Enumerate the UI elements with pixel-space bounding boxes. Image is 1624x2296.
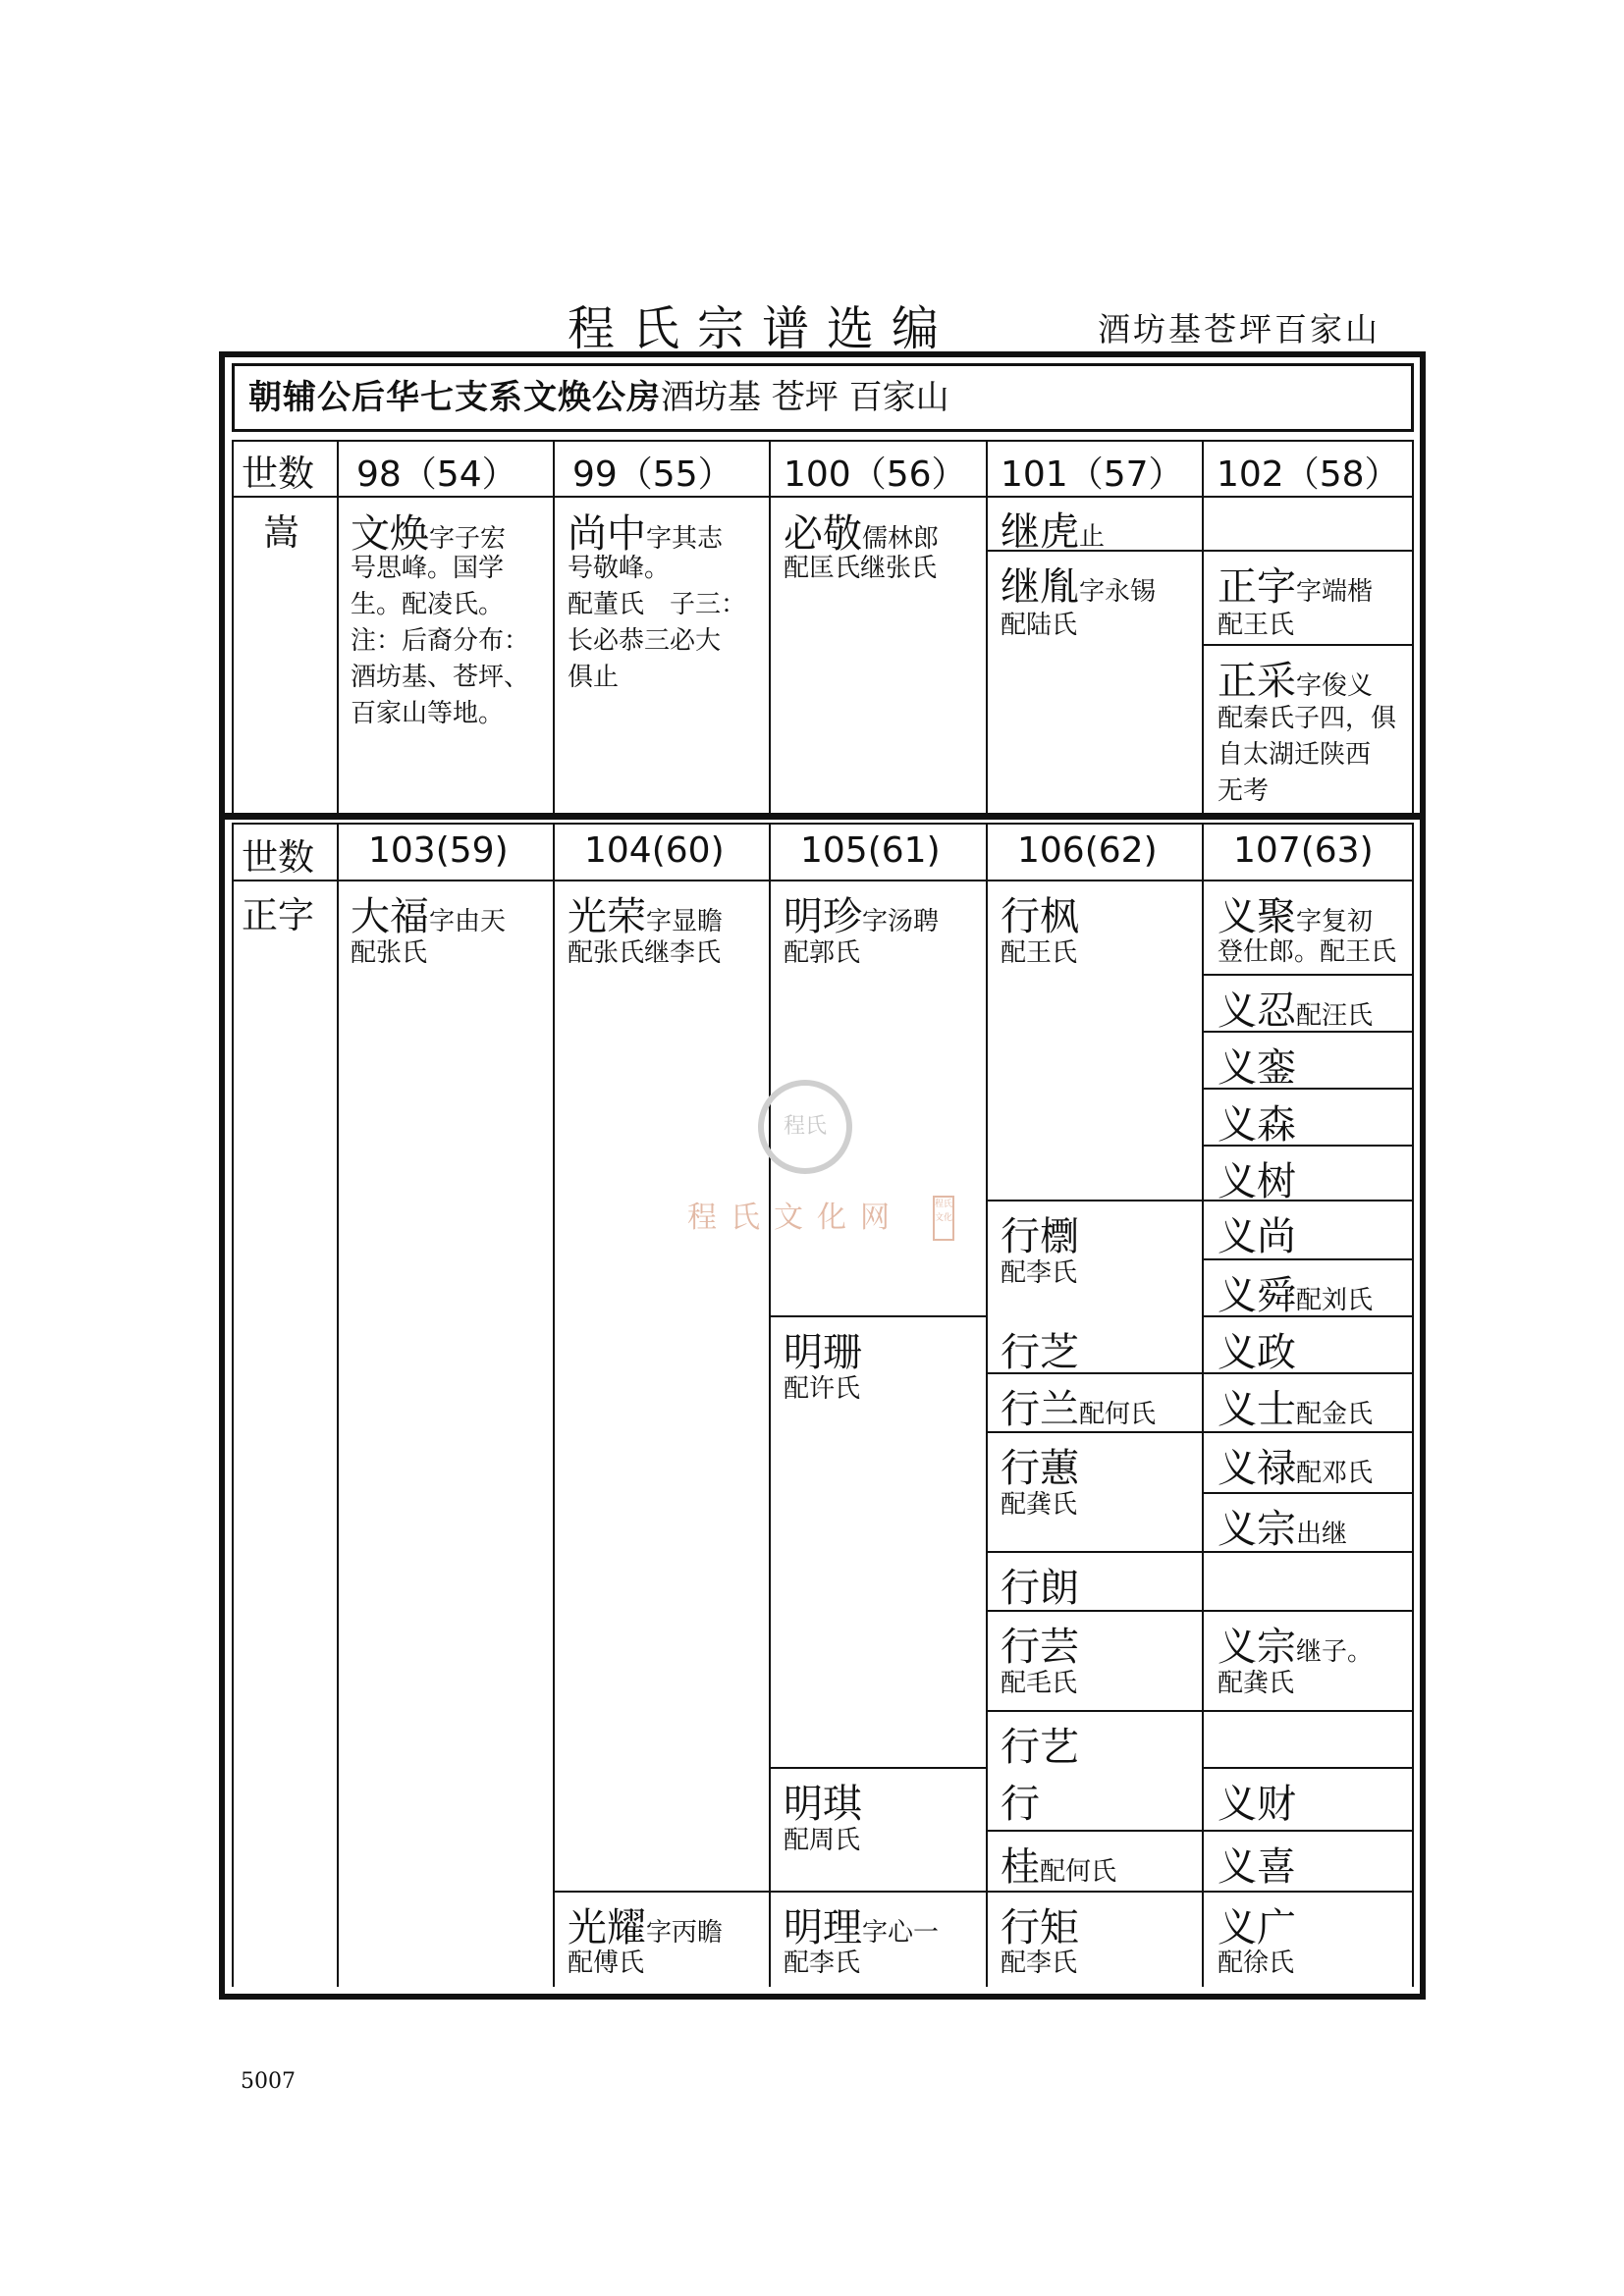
generation-header: 107(63)	[1233, 830, 1374, 871]
rule	[769, 1315, 988, 1317]
person-name: 义财	[1218, 1782, 1296, 1827]
rule	[232, 823, 234, 1987]
person-detail: 配龚氏	[1001, 1490, 1078, 1520]
generation-header: 101（57）	[1001, 454, 1184, 495]
person-name: 必敬	[784, 511, 862, 557]
person-detail: 配秦氏子四，俱	[1218, 704, 1397, 733]
person-name: 义尚	[1218, 1214, 1296, 1259]
person-entry	[1218, 1264, 1373, 1320]
rule	[1202, 1710, 1414, 1712]
banner-branch: 朝辅公后华七支系文焕公房	[248, 378, 661, 417]
rule	[1202, 440, 1204, 813]
title-location: 酒坊基苍坪百家山	[1098, 310, 1380, 348]
rule	[1412, 440, 1414, 813]
person-name: 尚中	[568, 511, 646, 557]
page-number: 5007	[241, 2069, 296, 2094]
rule	[986, 1830, 1204, 1832]
person-detail: 配张氏	[351, 938, 428, 968]
person-entry	[1218, 556, 1373, 612]
person-detail: 配陆氏	[1001, 611, 1078, 640]
person-entry	[784, 1896, 939, 1952]
person-entry	[1001, 1205, 1079, 1261]
person-name: 义广	[1218, 1905, 1296, 1950]
person-name: 义聚	[1218, 894, 1296, 939]
rule	[1202, 644, 1414, 646]
rule	[986, 440, 988, 813]
courtesy-name: 继子。	[1296, 1637, 1374, 1667]
person-entry	[1001, 501, 1105, 557]
person-detail: 配匡氏继张氏	[784, 554, 938, 583]
person-entry	[1218, 1437, 1373, 1493]
person-entry	[1218, 1896, 1296, 1952]
person-name: 义政	[1218, 1330, 1296, 1375]
generation-header: 103(59)	[368, 830, 509, 871]
person-entry	[1218, 885, 1373, 941]
generation-header: 99（55）	[572, 454, 733, 495]
courtesy-name: 配汪氏	[1296, 1001, 1374, 1031]
person-entry	[1001, 1378, 1156, 1434]
rule	[986, 1551, 1204, 1553]
person-name: 义宗	[1218, 1507, 1296, 1552]
rule	[232, 440, 1414, 442]
person-name: 义宗	[1218, 1625, 1296, 1670]
person-entry	[1001, 1716, 1079, 1772]
person-detail: 配张氏继李氏	[568, 938, 722, 968]
person-entry	[1218, 650, 1373, 706]
person-detail: 配许氏	[784, 1374, 861, 1404]
person-detail: 配王氏	[1218, 611, 1295, 640]
person-detail: 配李氏	[784, 1949, 861, 1978]
rule	[1202, 1610, 1414, 1612]
courtesy-name: 字其志	[646, 524, 724, 554]
person-name: 行芝	[1001, 1330, 1079, 1375]
person-entry	[1218, 1616, 1373, 1672]
branch-banner	[232, 363, 1414, 432]
person-name: 义森	[1218, 1102, 1296, 1148]
rule	[769, 440, 771, 813]
rule	[769, 1767, 988, 1769]
person-entry	[1001, 1321, 1079, 1377]
generation-header: 100（56）	[784, 454, 967, 495]
rule	[1202, 823, 1204, 1987]
courtesy-name: 字显瞻	[646, 907, 724, 936]
rule	[553, 440, 555, 813]
person-entry	[1218, 1498, 1347, 1554]
person-entry	[351, 885, 506, 941]
generation-header: 102（58）	[1217, 454, 1400, 495]
person-detail: 配董氏 子三：	[568, 590, 747, 619]
courtesy-name: 字俊义	[1296, 671, 1374, 701]
person-detail: 长必恭三必大	[568, 626, 722, 656]
person-detail: 配徐氏	[1218, 1949, 1295, 1978]
person-entry	[1001, 885, 1079, 941]
person-name: 义树	[1218, 1159, 1296, 1204]
person-detail: 注：后裔分布：	[351, 626, 530, 656]
courtesy-name: 字端楷	[1296, 577, 1374, 607]
courtesy-name: 配刘氏	[1296, 1286, 1374, 1315]
courtesy-name: 配金氏	[1296, 1400, 1374, 1429]
person-name: 行兰	[1001, 1387, 1079, 1432]
rule	[337, 440, 339, 813]
person-entry	[784, 1321, 862, 1377]
person-detail: 配李氏	[1001, 1949, 1078, 1978]
courtesy-name: 字子宏	[429, 524, 507, 554]
person-entry	[568, 885, 723, 941]
rule	[1412, 823, 1414, 1987]
person-name: 大福	[351, 894, 429, 939]
courtesy-name: 字汤聘	[862, 907, 940, 936]
banner-place: 酒坊基 苍坪 百家山	[661, 378, 949, 417]
person-detail: 配周氏	[784, 1826, 861, 1855]
person-entry	[1218, 1150, 1296, 1206]
person-entry	[568, 1896, 723, 1952]
person-entry	[1218, 1094, 1296, 1149]
person-name: 继虎	[1001, 509, 1079, 555]
person-name: 义禄	[1218, 1446, 1296, 1491]
person-detail: 配毛氏	[1001, 1669, 1078, 1698]
section-divider	[219, 813, 1426, 820]
courtesy-name: 出继	[1296, 1520, 1348, 1549]
courtesy-name: 字由天	[429, 907, 507, 936]
rule	[986, 1710, 1204, 1712]
courtesy-name: 配何氏	[1079, 1400, 1157, 1429]
rule	[986, 1200, 1204, 1201]
person-name: 行枫	[1001, 894, 1079, 939]
person-entry	[1001, 1896, 1079, 1952]
person-entry	[1218, 980, 1373, 1036]
person-entry	[784, 1773, 862, 1829]
courtesy-name: 配邓氏	[1296, 1459, 1374, 1488]
courtesy-name: 止	[1079, 522, 1106, 552]
rule	[232, 440, 234, 813]
person-name: 明理	[784, 1905, 862, 1950]
person-detail: 酒坊基、苍坪、	[351, 663, 530, 692]
person-name: 正采	[1218, 659, 1296, 704]
person-entry	[1218, 1037, 1296, 1093]
person-detail: 配傅氏	[568, 1949, 645, 1978]
generation-header: 106(62)	[1017, 830, 1158, 871]
courtesy-name: 字心一	[862, 1918, 940, 1948]
rule	[769, 823, 771, 1987]
person-detail: 配王氏	[1001, 938, 1078, 968]
person-name: 行檦	[1001, 1214, 1079, 1259]
person-detail: 百家山等地。	[351, 699, 505, 728]
person-entry	[1218, 1205, 1296, 1261]
person-detail: 配龚氏	[1218, 1669, 1295, 1698]
rule	[1202, 1830, 1414, 1832]
person-detail: 配李氏	[1001, 1258, 1078, 1288]
person-name: 义喜	[1218, 1844, 1296, 1890]
person-name: 明琪	[784, 1782, 862, 1827]
person-name: 光耀	[568, 1905, 646, 1950]
rule	[1202, 1767, 1414, 1769]
person-entry	[1218, 1321, 1296, 1377]
rule	[553, 823, 555, 1987]
rule	[553, 1891, 988, 1893]
person-name: 行	[1001, 1782, 1040, 1827]
person-name: 行朗	[1001, 1566, 1079, 1611]
courtesy-name: 字永锡	[1079, 577, 1157, 607]
person-name: 继胤	[1001, 564, 1079, 610]
person-entry	[1001, 1437, 1079, 1493]
person-name: 行芸	[1001, 1625, 1079, 1670]
generation-header: 104(60)	[584, 830, 725, 871]
generation-header: 98（54）	[356, 454, 517, 495]
rule	[1202, 974, 1414, 976]
person-entry	[1218, 1378, 1373, 1434]
watermark-text: 程氏文化网	[687, 1201, 903, 1235]
person-name: 正字	[1218, 564, 1296, 610]
rule	[232, 823, 1414, 825]
person-name: 文焕	[351, 511, 429, 557]
person-name: 行艺	[1001, 1725, 1079, 1770]
person-entry	[1001, 1557, 1079, 1613]
courtesy-name: 字丙瞻	[646, 1918, 724, 1948]
person-name: 明珍	[784, 894, 862, 939]
person-detail: 生。配凌氏。	[351, 590, 505, 619]
person-entry	[784, 885, 939, 941]
person-detail: 俱止	[568, 663, 620, 692]
courtesy-name: 字复初	[1296, 907, 1374, 936]
page-title: 程氏宗谱选编	[568, 301, 957, 356]
person-name: 义忍	[1218, 988, 1296, 1034]
generation-label: 世数	[242, 836, 314, 879]
rule	[337, 823, 339, 1987]
person-entry	[1218, 1773, 1296, 1829]
person-entry	[1001, 1616, 1079, 1672]
person-entry	[1001, 556, 1156, 612]
person-detail: 无考	[1218, 776, 1270, 806]
courtesy-name: 配何氏	[1040, 1857, 1117, 1887]
person-name: 义舜	[1218, 1273, 1296, 1318]
watermark-seal: 程氏	[758, 1080, 852, 1174]
person-entry	[1218, 1836, 1296, 1892]
rule	[986, 823, 988, 1987]
person-name: 行蕙	[1001, 1446, 1079, 1491]
watermark-stamp: 程氏文化	[933, 1196, 954, 1241]
person-name: 明珊	[784, 1330, 862, 1375]
person-detail: 登仕郎。配王氏	[1218, 937, 1397, 967]
ancestor-name: 嵩	[263, 511, 299, 554]
person-detail: 配郭氏	[784, 938, 861, 968]
generation-label: 世数	[242, 453, 314, 495]
ancestor-name: 正字	[242, 894, 314, 936]
generation-header: 105(61)	[800, 830, 941, 871]
person-detail: 号思峰。国学	[351, 554, 505, 583]
person-name: 光荣	[568, 894, 646, 939]
person-name: 行矩	[1001, 1905, 1079, 1950]
courtesy-name: 儒林郎	[862, 524, 940, 554]
person-entry	[1001, 1773, 1040, 1829]
rule	[232, 880, 1414, 881]
person-detail: 号敬峰。	[568, 554, 671, 583]
person-detail: 自太湖迁陕西	[1218, 740, 1372, 770]
person-name: 桂	[1001, 1844, 1040, 1890]
person-entry	[1001, 1836, 1116, 1892]
person-name: 义銮	[1218, 1045, 1296, 1091]
person-name: 义士	[1218, 1387, 1296, 1432]
